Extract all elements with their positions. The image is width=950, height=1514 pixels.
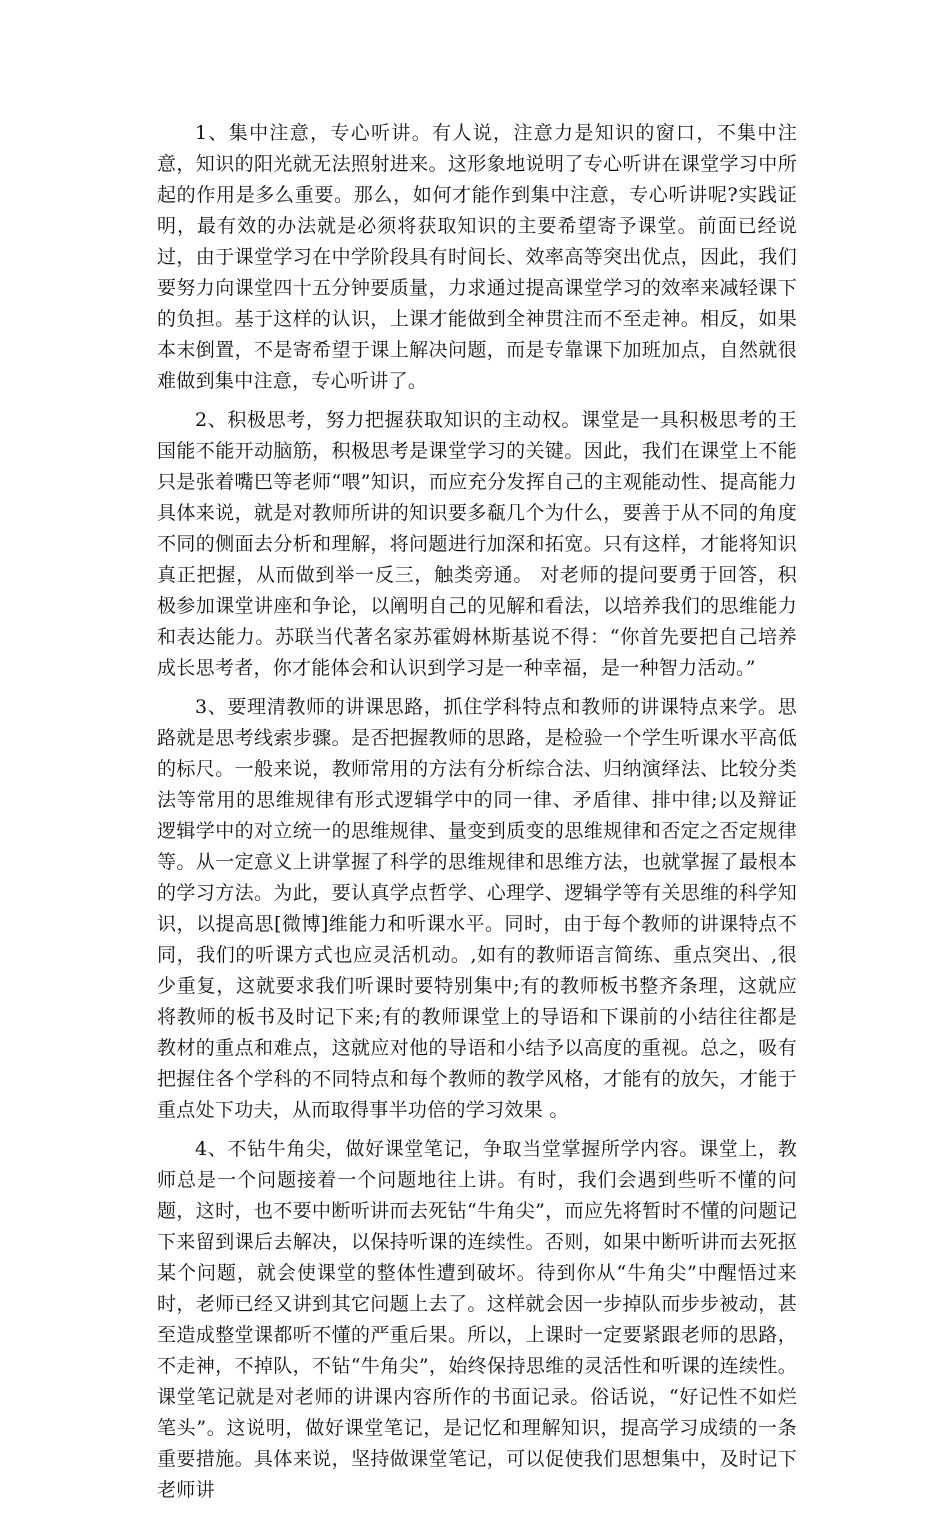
paragraph-3: 3、要理清教师的讲课思路，抓住学科特点和教师的讲课特点来学。思路就是思考线索步骤。是否把握教师的思路，是检验一个学生听课水平高低的标尺。一般来说，教师常用的方法有分析综合法、归纳演绎法、比较分类法等常用的思维规律有形式逻辑学中的同一律、矛盾律、排中律;以及辩证逻辑学中的对立统一的思维规律、量变到质变的思维规律和否定之否定规律等。从一定意义上讲掌握了科学的思维规律和思维方法，也就掌握了最根本的学习方法。为此，要认真学点哲学、心理学、逻辑学等有关思维的科学知识，以提高思[微博]维能力和听课水平。同时，由于每个教师的讲课特点不同，我们的听课方式也应灵活机动。,如有的教师语言简练、重点突出、,很少重复，这就要求我们听课时要特别集中;有的教师板书整齐条理，这就应将教师的板书及时记下来;有的教师课堂上的导语和下课前的小结往往都是教材的重点和难点，这就应对他的导语和小结予以高度的重视。总之，吸有把握住各个学科的不同特点和每个教师的教学风格，才能有的放矢，才能于重点处下功夫，从而取得事半功倍的学习效果 。 xyxy=(157,696,797,1121)
paragraph-4: 4、不钻牛角尖，做好课堂笔记，争取当堂掌握所学内容。课堂上，教师总是一个问题接着一个问题地往上讲。有时，我们会遇到些听不懂的问题，这时，也不要中断听讲而去死钻“牛角尖”，而应先将暂时不懂的问题记下来留到课后去解决，以保持听课的连续性。否则，如果中断听讲而去死抠某个问题，就会使课堂的整体性遭到破坏。待到你从“牛角尖”中醒悟过来时，老师已经又讲到其它问题上去了。这样就会因一步掉队而步步被动，甚至造成整堂课都听不懂的严重后果。所以，上课时一定要紧跟老师的思路，不走神，不掉队，不钻“牛角尖”，始终保持思维的灵活性和听课的连续性。课堂笔记就是对老师的讲课内容所作的书面记录。俗话说，“好记性不如烂笔头”。这说明，做好课堂笔记，是记忆和理解知识，提高学习成绩的一条重要措施。具体来说，坚持做课堂笔记，可以促使我们思想集中，及时记下老师讲 xyxy=(157,1138,797,1501)
paragraph-2: 2、积极思考，努力把握获取知识的主动权。课堂是一具积极思考的王国能不能开动脑筋，积极思考是课堂学习的关键。因此，我们在课堂上不能只是张着嘴巴等老师“喂”知识，而应充分发挥自己的主观能动性、提高能力具体来说，就是对教师所讲的知识要多瓻几个为什么，要善于从不同的角度不同的侧面去分析和理解，将问题进行加深和拓宽。只有这样，才能将知识真正把握，从而做到举一反三，触类旁通。 对老师的提问要勇于回答，积极参加课堂讲座和争论，以阐明自己的见解和看法，以培养我们的思维能力和表达能力。苏联当代著名家苏霍姆林斯基说不得：“你首先要把自己培养成长思考者，你才能体会和认识到学习是一种幸福，是一种智力活动。” xyxy=(157,409,797,679)
paragraph-1: 1、集中注意，专心听讲。有人说，注意力是知识的窗口，不集中注意，知识的阳光就无法照射进来。这形象地说明了专心听讲在课堂学习中所起的作用是多么重要。那么，如何才能作到集中注意，专心听讲呢?实践证明，最有效的办法就是必须将获取知识的主要希望寄予课堂。前面已经说过，由于课堂学习在中学阶段具有时间长、效率高等突出优点，因此，我们要努力向课堂四十五分钟要质量，力求通过提高课堂学习的效率来减轻课下的负担。基于这样的认识，上课才能做到全神贯注而不至走神。相反，如果本末倒置，不是寄希望于课上解决问题，而是专靠课下加班加点，自然就很难做到集中注意，专心听讲了。 xyxy=(157,122,797,392)
document-body xyxy=(157,118,797,1514)
